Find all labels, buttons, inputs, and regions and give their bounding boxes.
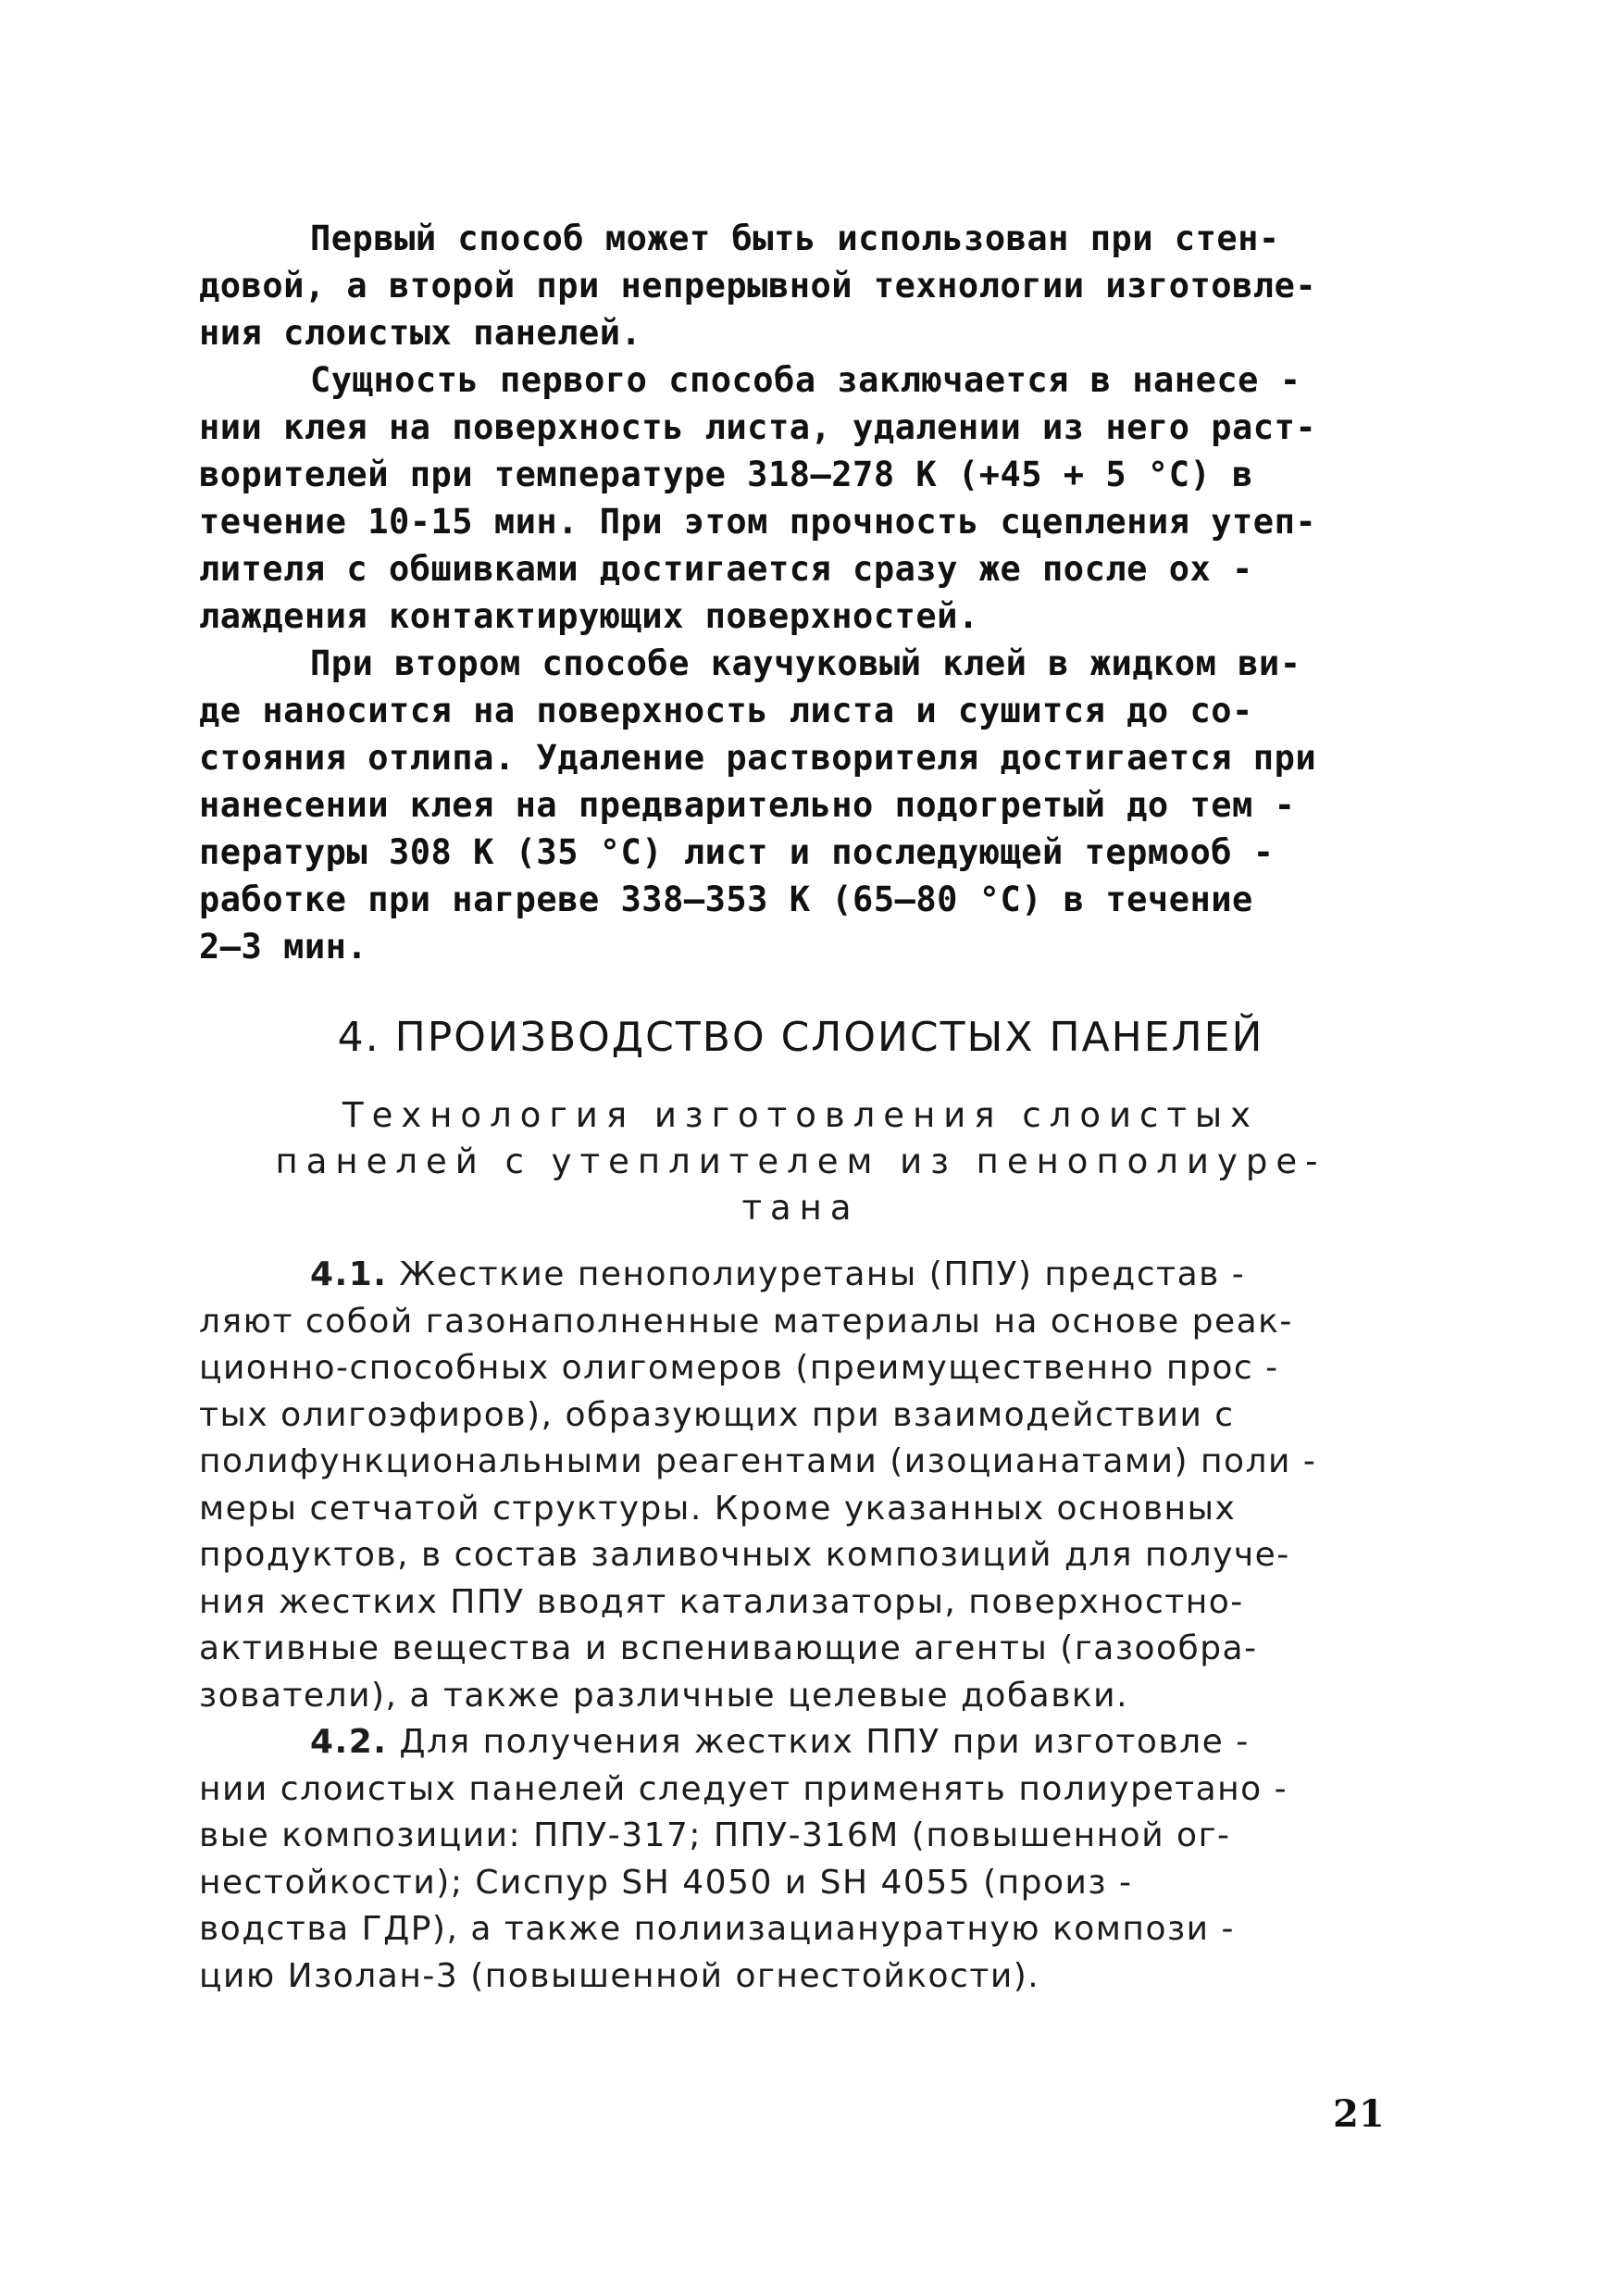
lower-text-block: [199, 1252, 1402, 2000]
item-number: 4.1.: [310, 1255, 388, 1293]
paragraph-item-4-2: [199, 1719, 1402, 2000]
paragraph-first-method: Сущность первого способа заключается в нанесе - нии клея на поверхность листа, удалении из него раст- ворителей при температуре 318–278 К (+45 + 5 °С) в течение 10-15 мин. При этом прочность сцепления утеп- лителя с обшивками достигается сразу же после ох - лаждения контактирующих поверхностей.: [199, 360, 1317, 636]
paragraph-item-4-1: [199, 1252, 1402, 1719]
section-heading: 4. ПРОИЗВОДСТВО СЛОИСТЫХ ПАНЕЛЕЙ: [337, 1014, 1264, 1061]
item-text: Жесткие пенополиуретаны (ППУ) представ - ляют собой газонаполненные материалы на основе реак- ционно-способных олигомеров (преимущественно прос - тых олигоэфиров), образующих при взаимодействии с полифункциональными реагентами (изоцианатами) поли - меры сетчатой структуры. Кроме указанных основных продуктов, в состав заливочных композиций для получе- ния жестких ППУ вводят катализаторы, поверхностно- активные вещества и вспенивающие агенты (газообра- зователи), а также различные целевые добавки.: [199, 1255, 1317, 1715]
paragraph-methods-usage: Первый способ может быть использован при стен- довой, а второй при непрерывной технологии изготовле- ния слоистых панелей.: [199, 218, 1317, 353]
page-number: 21: [1333, 2092, 1385, 2136]
top-text-block: [199, 215, 1402, 970]
item-number: 4.2.: [310, 1723, 388, 1761]
item-text: Для получения жестких ППУ при изготовле - нии слоистых панелей следует применять полиуретано - вые композиции: ППУ-317; ППУ-316М (повышенной ог- нестойкости); Сиспур SH 4050 и SH 4055 (произ - водства ГДР), а также полиизациануратную компози - цию Изолан-3 (повышенной огнестойкости).: [199, 1723, 1288, 1995]
paragraph-second-method: При втором способе каучуковый клей в жидком ви- де наносится на поверхность листа и сушится до со- стояния отлипа. Удаление растворителя достигается при нанесении клея на предварительно подогретый до тем - пературы 308 К (35 °С) лист и последующей термооб - работке при нагреве 338–353 К (65–80 °С) в течение 2–3 мин.: [199, 643, 1317, 967]
subsection-heading: Технология изготовления слоистых панелей с утеплителем из пенополиуре- тана: [275, 1095, 1326, 1228]
